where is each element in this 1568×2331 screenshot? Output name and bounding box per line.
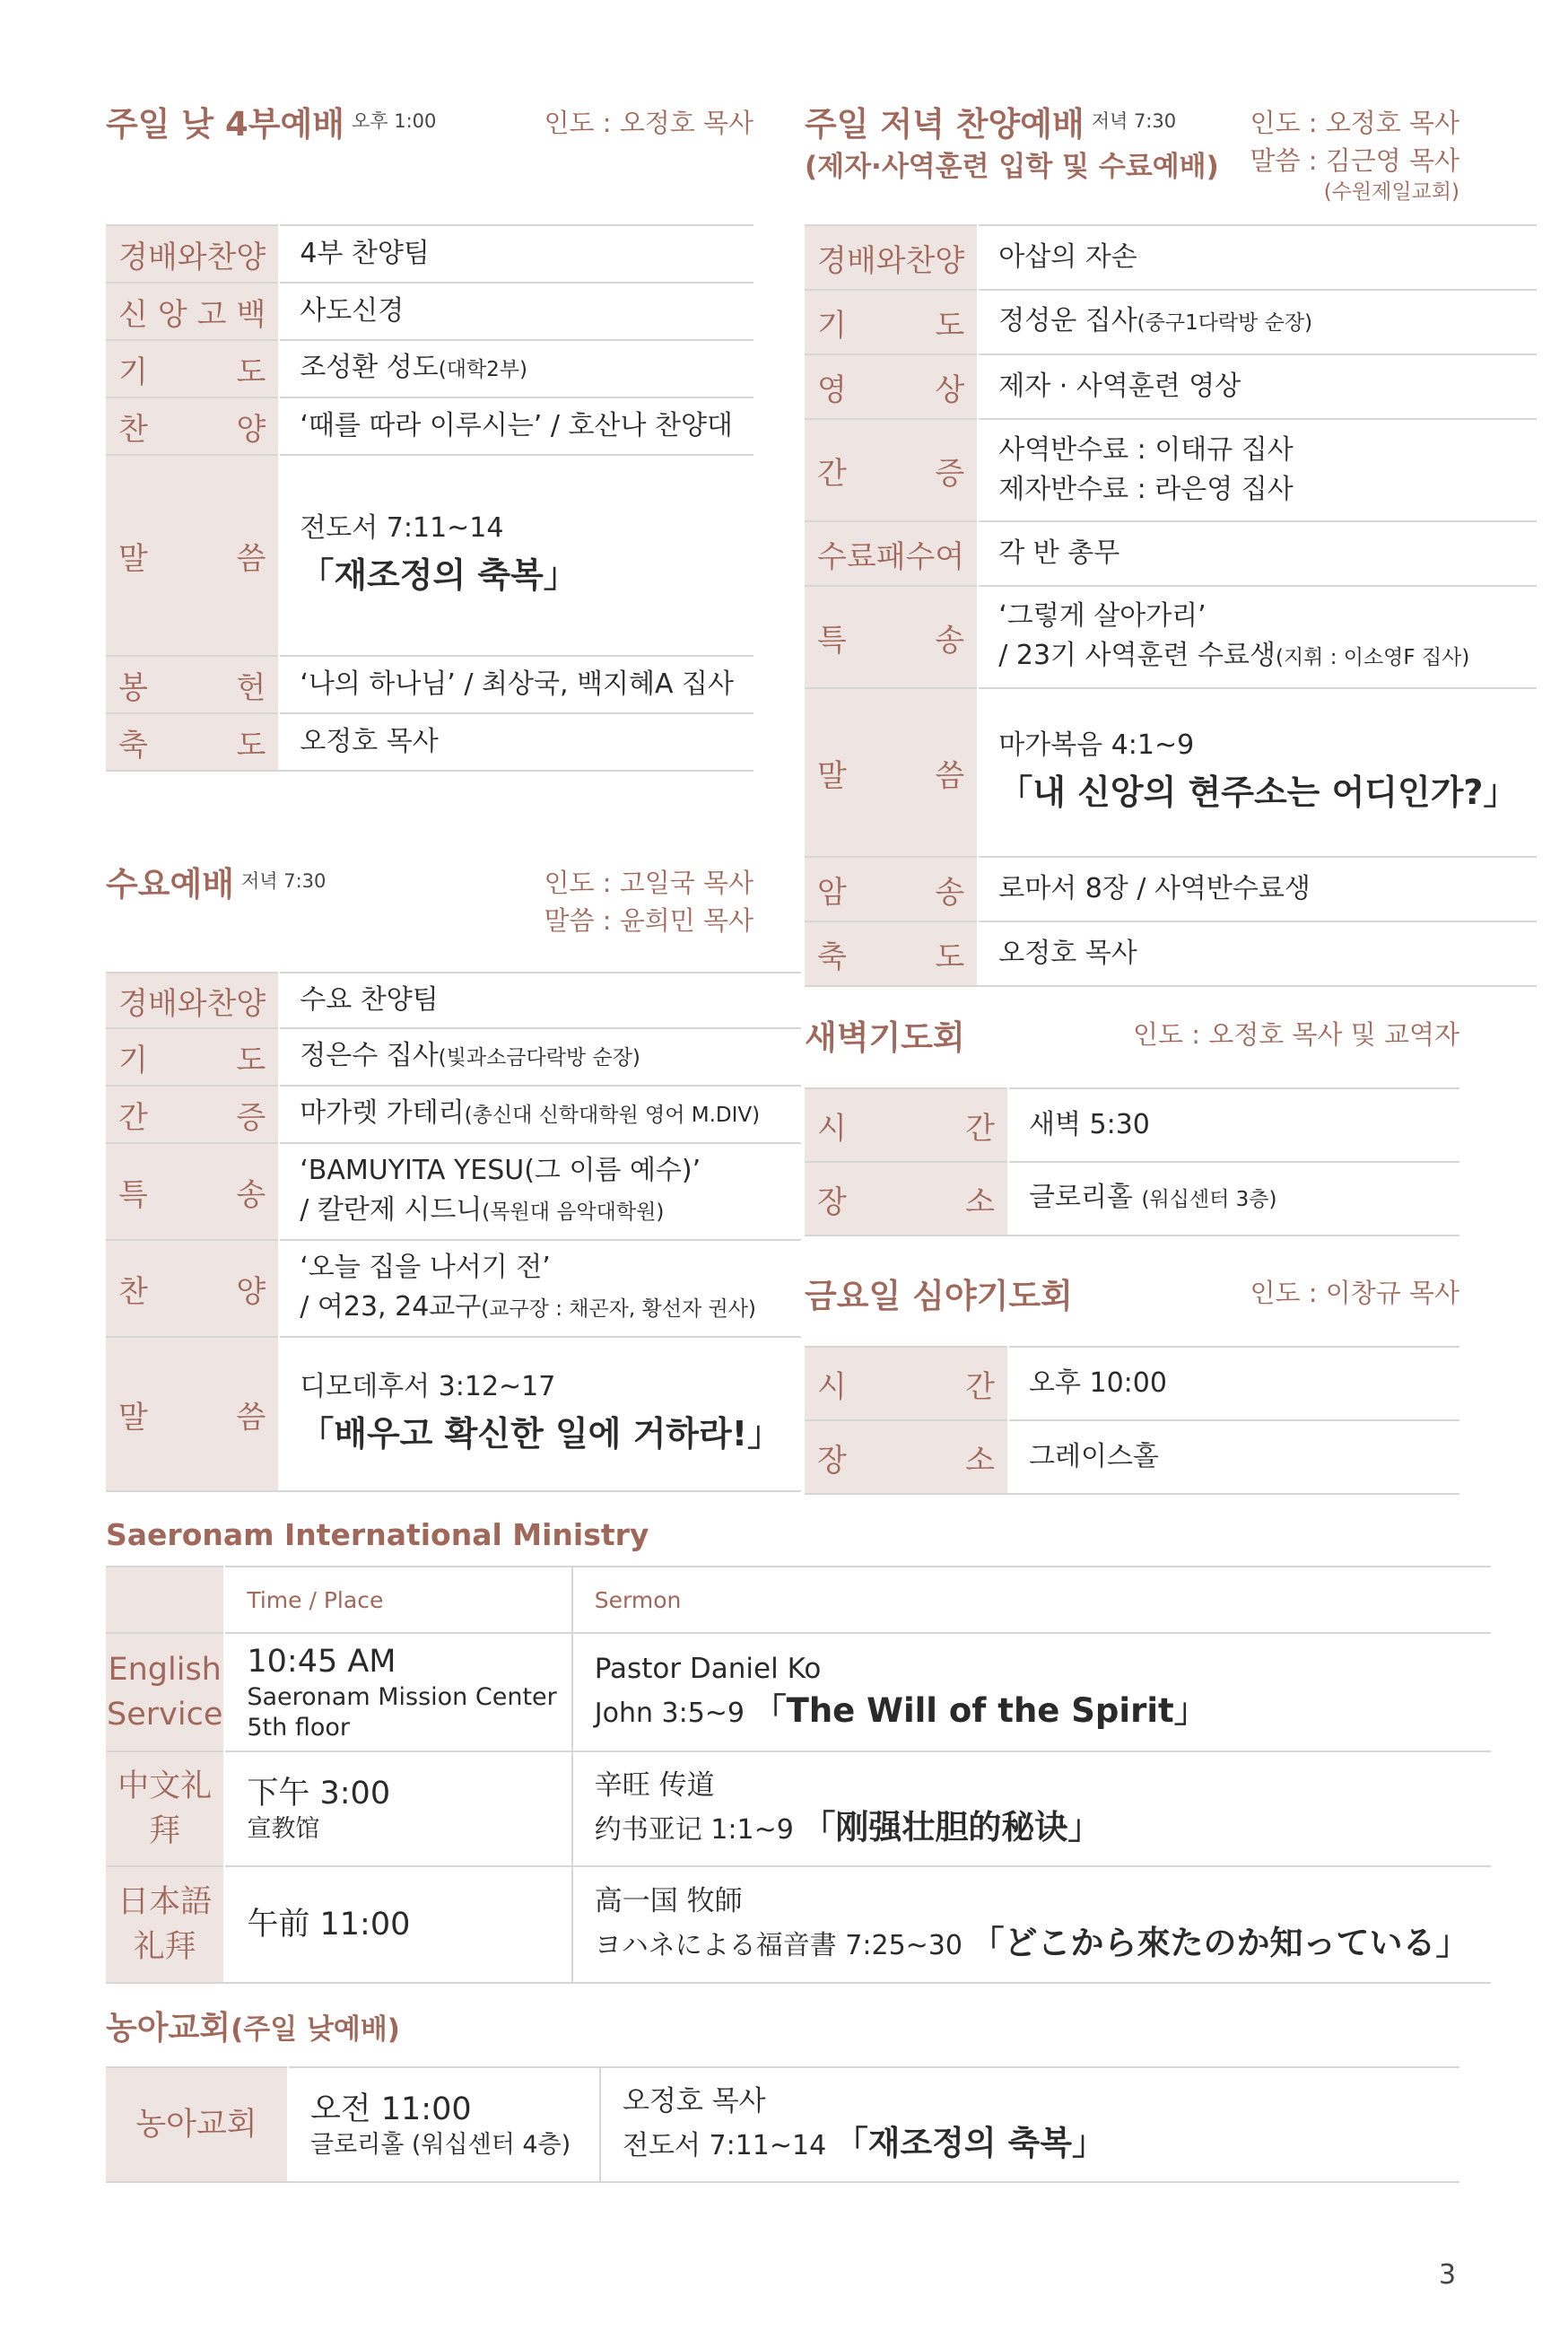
friday-header — [805, 1279, 1459, 1346]
sunday4-title: 주일 낮 4부예배 $^{오후 1:00}$ — [106, 105, 437, 144]
row-label: 축 도 — [118, 727, 266, 764]
deaf-church-label: 농아교회 — [106, 2067, 288, 2182]
table-row — [805, 586, 1537, 688]
japanese-service-label: 日本語礼拜 — [106, 1866, 224, 1983]
sunday4-order-table — [106, 224, 754, 772]
sermon-cell — [279, 455, 754, 656]
row-value: 제자 · 사역훈련 영상 — [978, 354, 1537, 419]
row-label: 시 간 — [817, 1110, 995, 1147]
table-row — [106, 1028, 801, 1086]
table-row — [106, 1337, 801, 1491]
table-row — [106, 283, 754, 340]
row-value: 사역반수료 : 이태규 집사 제자반수료 : 라은영 집사 — [978, 419, 1537, 521]
table-row — [106, 397, 754, 455]
table-row — [106, 1143, 801, 1240]
friday-leader: 인도 : 이창규 목사 — [1250, 1278, 1459, 1308]
sunday-evening-time: 저녁 7:30 — [1091, 110, 1177, 132]
row-value: 오후 10:00 — [1008, 1347, 1459, 1420]
row-label: 신 앙 고 백 — [118, 296, 266, 333]
row-label: 축 도 — [817, 939, 965, 975]
deaf-church-sermon: 오정호 목사 전도서 7:11~14 「재조정의 축복」 — [600, 2067, 1459, 2182]
row-value: 정성운 집사(중구1다락방 순장) — [978, 290, 1537, 354]
table-row — [106, 1240, 801, 1337]
row-label: 특 송 — [118, 1176, 266, 1213]
row-label: 경배와찬양 — [817, 242, 965, 279]
table-row — [805, 1162, 1459, 1235]
row-label: 수료패수여 — [817, 538, 965, 575]
sermon-cell — [978, 688, 1537, 857]
header-time-place: Time / Place — [224, 1567, 571, 1633]
row-value: 각 반 총무 — [978, 521, 1537, 586]
deaf-church-section — [106, 2005, 1459, 2183]
table-row — [805, 225, 1537, 290]
wednesday-header — [106, 857, 754, 972]
row-value: ‘그렇게 살아가리’ / 23기 사역훈련 수료생(지휘 : 이소영F 집사) — [978, 586, 1537, 688]
row-label: 기 도 — [118, 354, 266, 390]
row-label: 간 증 — [817, 455, 965, 492]
row-value: 새벽 5:30 — [1008, 1088, 1459, 1162]
international-ministry-table — [106, 1566, 1491, 1984]
table-header-row — [106, 1567, 1491, 1633]
row-value: ‘오늘 집을 나서기 전’ / 여23, 24교구(교구장 : 채곤자, 황선자 권사) — [279, 1240, 801, 1337]
table-row-japanese — [106, 1866, 1491, 1983]
wednesday-time: 저녁 7:30 — [240, 870, 327, 892]
english-sermon: Pastor Daniel Ko John 3:5~9 「The Will of the Spirit」 — [572, 1633, 1491, 1751]
left-column — [106, 97, 782, 1492]
table-row — [106, 713, 754, 771]
table-row — [106, 973, 801, 1028]
dawn-title: 새벽기도회 — [805, 1018, 965, 1057]
row-label: 찬 양 — [118, 1273, 266, 1310]
row-label: 찬 양 — [118, 411, 266, 448]
row-label: 장 소 — [817, 1442, 995, 1479]
friday-table — [805, 1346, 1459, 1495]
page-number: 3 — [1439, 2259, 1457, 2291]
row-value: 그레이스홀 — [1008, 1420, 1459, 1494]
sunday-evening-leaders: 인도 : 오정호 목사 말씀 : 김근영 목사 (수원제일교회) — [1250, 108, 1459, 204]
right-column — [805, 97, 1518, 1495]
wednesday-leaders: 인도 : 고일국 목사 말씀 : 윤희민 목사 — [544, 868, 754, 936]
table-row — [805, 354, 1537, 419]
table-row — [805, 921, 1537, 986]
english-service-label: English Service — [106, 1633, 224, 1751]
row-value: 글로리홀 (워십센터 3층) — [1008, 1162, 1459, 1235]
row-label: 장 소 — [817, 1183, 995, 1220]
deaf-church-title: 농아교회(주일 낮예배) — [106, 2010, 400, 2047]
row-label: 경배와찬양 — [118, 985, 266, 1022]
sermon-title: 「재조정의 축복」 — [300, 555, 578, 595]
row-label: 말 씀 — [118, 1399, 266, 1436]
table-row — [106, 2067, 1459, 2182]
table-row — [106, 1086, 801, 1143]
deaf-church-table — [106, 2066, 1459, 2183]
table-row — [805, 1347, 1459, 1420]
sunday-evening-header — [805, 97, 1459, 224]
table-row — [106, 340, 754, 397]
dawn-header — [805, 1018, 1459, 1087]
row-value: 아삽의 자손 — [978, 225, 1537, 290]
row-label: 기 도 — [817, 307, 965, 344]
row-label: 기 도 — [118, 1042, 266, 1078]
international-ministry-title: Saeronam International Ministry — [106, 1517, 649, 1552]
deaf-church-time-place: 오전 11:00 글로리홀 (워십센터 4층) — [288, 2067, 600, 2182]
table-row — [106, 225, 754, 283]
friday-title: 금요일 심야기도회 — [805, 1277, 1073, 1315]
header-blank — [106, 1567, 224, 1633]
row-label: 영 상 — [817, 371, 965, 408]
sunday4-header — [106, 97, 754, 224]
row-value: 4부 찬양팀 — [279, 225, 754, 283]
row-value: ‘BAMUYITA YESU(그 이름 예수)’ / 칼란제 시드니(목원대 음악대학원) — [279, 1143, 801, 1240]
row-label: 봉 헌 — [118, 669, 266, 706]
sermon-title: 「배우고 확신한 일에 거하라!」 — [300, 1414, 782, 1454]
dawn-table — [805, 1087, 1459, 1236]
english-time-place: 10:45 AM Saeronam Mission Center 5th floor — [224, 1633, 571, 1751]
table-row-chinese — [106, 1751, 1491, 1866]
table-row — [805, 521, 1537, 586]
international-ministry-section — [106, 1512, 1469, 1984]
table-row — [805, 419, 1537, 521]
chinese-sermon: 辛旺 传道 约书亚记 1:1~9 「刚强壮胆的秘诀」 — [572, 1751, 1491, 1866]
chinese-time-place: 下午 3:00 宣教馆 — [224, 1751, 571, 1866]
row-value: 조성환 성도(대학2부) — [279, 340, 754, 397]
sunday-evening-subtitle: (제자·사역훈련 입학 및 수료예배) — [805, 151, 1219, 183]
row-label: 간 증 — [118, 1099, 266, 1136]
row-label: 경배와찬양 — [118, 239, 266, 275]
sermon-ref: 디모데후서 3:12~17 — [300, 1371, 556, 1402]
wednesday-title: 수요예배 $^{저녁 7:30}$ — [106, 865, 327, 904]
sunday4-time: 오후 1:00 — [351, 110, 437, 132]
table-row — [805, 290, 1537, 354]
japanese-time: 午前 11:00 — [224, 1866, 571, 1983]
row-label: 시 간 — [817, 1368, 995, 1405]
sermon-ref: 전도서 7:11~14 — [300, 512, 504, 544]
row-value: 사도신경 — [279, 283, 754, 340]
wednesday-order-table — [106, 972, 801, 1492]
table-row — [805, 857, 1537, 921]
table-row — [106, 455, 754, 656]
row-value: 정은수 집사(빛과소금다락방 순장) — [279, 1028, 801, 1086]
row-value: 오정호 목사 — [279, 713, 754, 771]
row-value: ‘나의 하나님’ / 최상국, 백지혜A 집사 — [279, 656, 754, 713]
row-value: ‘때를 따라 이루시는’ / 호산나 찬양대 — [279, 397, 754, 455]
row-label: 암 송 — [817, 874, 965, 911]
sermon-cell — [279, 1337, 801, 1491]
chinese-service-label: 中文礼拜 — [106, 1751, 224, 1866]
row-label: 말 씀 — [118, 540, 266, 577]
japanese-sermon: 高一国 牧師 ヨハネによる福音書 7:25~30 「どこから來たのか知っている」 — [572, 1866, 1491, 1983]
table-row — [805, 688, 1537, 857]
sunday-evening-order-table — [805, 224, 1537, 987]
row-value: 로마서 8장 / 사역반수료생 — [978, 857, 1537, 921]
sunday4-leader: 인도 : 오정호 목사 — [544, 108, 754, 138]
row-label: 특 송 — [817, 622, 965, 659]
sermon-title: 「내 신앙의 현주소는 어디인가?」 — [998, 773, 1518, 812]
table-row — [106, 656, 754, 713]
dawn-leader: 인도 : 오정호 목사 및 교역자 — [1132, 1019, 1459, 1050]
table-row — [805, 1088, 1459, 1162]
row-value: 수요 찬양팀 — [279, 973, 801, 1028]
header-sermon: Sermon — [572, 1567, 1491, 1633]
row-label: 말 씀 — [817, 757, 965, 794]
table-row — [805, 1420, 1459, 1494]
sunday-evening-title: 주일 저녁 찬양예배 $^{저녁 7:30}$ — [805, 105, 1177, 144]
table-row-english — [106, 1633, 1491, 1751]
row-value: 오정호 목사 — [978, 921, 1537, 986]
row-value: 마가렛 가테리(총신대 신학대학원 영어 M.DIV) — [279, 1086, 801, 1143]
sermon-ref: 마가복음 4:1~9 — [998, 729, 1195, 761]
